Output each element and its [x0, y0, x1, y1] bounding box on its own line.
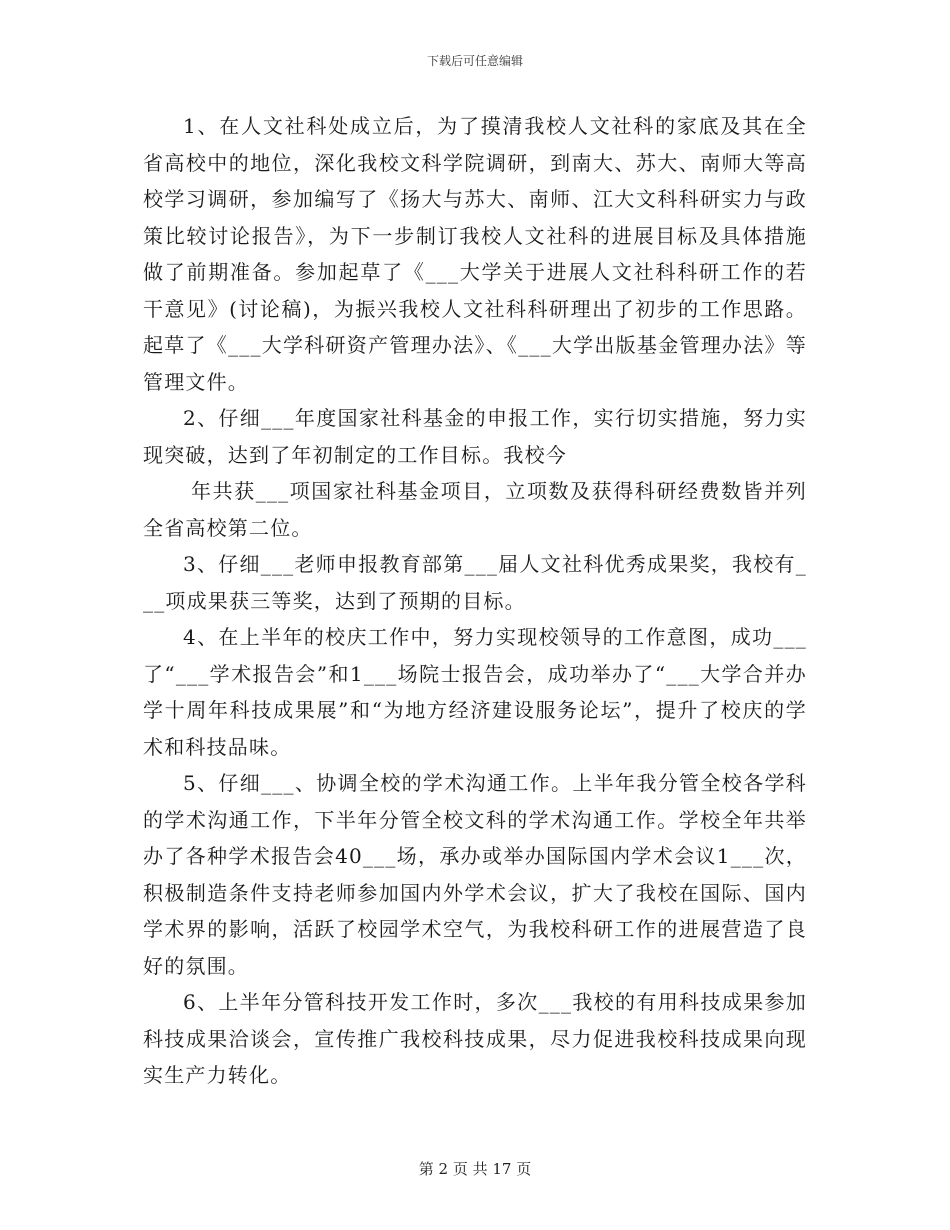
- paragraph-1: 1、在人文社科处成立后，为了摸清我校人文社科的家底及其在全省高校中的地位，深化我校文科学院调研，到南大、苏大、南师大等高校学习调研，参加编写了《扬大与苏大、南师、江大文科科研实力与政策比较讨论报告》，为下一步制订我校人文社科的进展目标及具体措施做了前期准备。参加起草了《___大学关于进展人文社科科研工作的若干意见》(讨论稿)，为振兴我校人文社科科研理出了初步的工作思路。起草了《___大学科研资产管理办法》、《___大学出版基金管理办法》等管理文件。: [143, 114, 807, 394]
- page-header: [0, 52, 950, 69]
- paragraph-3: 3、仔细___老师申报教育部第___届人文社科优秀成果奖，我校有___项成果获三等奖，达到了预期的目标。: [143, 552, 807, 613]
- header-note: 下载后可任意编辑: [426, 54, 523, 68]
- paragraph-6: 6、上半年分管科技开发工作时，多次___我校的有用科技成果参加科技成果洽谈会，宣传推广我校科技成果，尽力促进我校科技成果向现实生产力转化。: [143, 990, 807, 1087]
- page-number: 第 2 页 共 17 页: [418, 1160, 532, 1178]
- paragraph-2: 2、仔细___年度国家社科基金的申报工作，实行切实措施，努力实现突破，达到了年初制定的工作目标。我校今: [143, 406, 807, 467]
- paragraph-2-continued: 年共获___项国家社科基金项目，立项数及获得科研经费数皆并列全省高校第二位。: [143, 479, 807, 540]
- page-footer: [0, 1158, 950, 1179]
- paragraph-5: 5、仔细___、协调全校的学术沟通工作。上半年我分管全校各学科的学术沟通工作，下半年分管全校文科的学术沟通工作。学校全年共举办了各种学术报告会40___场，承办或举办国际国内学术会议1___次，积极制造条件支持老师参加国内外学术会议，扩大了我校在国际、国内学术界的影响，活跃了校园学术空气，为我校科研工作的进展营造了良好的氛围。: [143, 771, 807, 978]
- document-body: [143, 108, 807, 1094]
- paragraph-4: 4、在上半年的校庆工作中，努力实现校领导的工作意图，成功___了“___学术报告会”和1___场院士报告会，成功举办了“___大学合并办学十周年科技成果展”和“为地方经济建设服务论坛”，提升了校庆的学术和科技品味。: [143, 625, 807, 759]
